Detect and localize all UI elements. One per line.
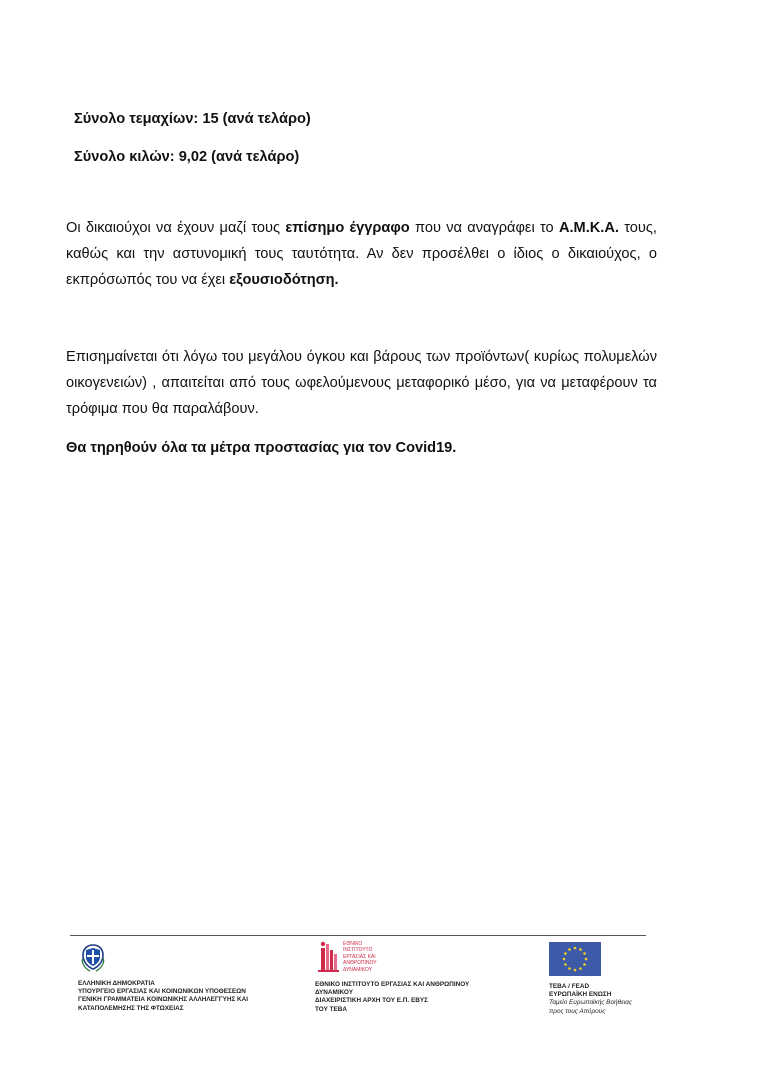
authorization-emphasis: εξουσιοδότηση.: [229, 272, 339, 288]
eu-star-icon: [579, 967, 582, 970]
eu-line-1: ΤΕΒΑ / FEAD: [549, 983, 590, 990]
institute-line-2: ΔΥΝΑΜΙΚΟΥ: [315, 989, 353, 997]
eu-star-icon: [564, 952, 567, 955]
greek-coat-of-arms-icon: [78, 942, 108, 974]
ministry-line-2: ΥΠΟΥΡΓΕΙΟ ΕΡΓΑΣΙΑΣ ΚΑΙ ΚΟΙΝΩΝΙΚΩΝ ΥΠΟΘΕΣΕΩΝ: [78, 988, 246, 996]
eu-line-3: Ταμείο Ευρωπαϊκής Βοήθειας: [549, 999, 632, 1007]
pieces-total: [74, 111, 311, 127]
covid-measures-paragraph: Θα τηρηθούν όλα τα μέτρα προστασίας για τον Covid19.: [66, 440, 457, 456]
eu-flag-icon: [549, 942, 601, 976]
institute-logo-text: ΕΘΝΙΚΟ ΙΝΣΤΙΤΟΥΤΟ ΕΡΓΑΣΙΑΣ ΚΑΙ ΑΝΘΡΩΠΙΝΟΥ ΔΥΝΑΜΙΚΟΥ: [343, 941, 377, 973]
eu-star-icon: [564, 963, 567, 966]
institute-line-1: ΕΘΝΙΚΟ ΙΝΣΤΙΤΟΥΤΟ ΕΡΓΑΣΙΑΣ ΚΑΙ ΑΝΘΡΩΠΙΝΟΥ: [315, 981, 470, 988]
ministry-line-4: ΚΑΤΑΠΟΛΕΜΗΣΗΣ ΤΗΣ ΦΤΩΧΕΙΑΣ: [78, 1004, 184, 1012]
pieces-label: Σύνολο τεμαχίων:: [74, 111, 199, 127]
eu-star-icon: [585, 958, 588, 961]
official-document-emphasis: επίσημο έγγραφο: [285, 220, 410, 236]
transport-paragraph: Επισημαίνεται ότι λόγω του μεγάλου όγκου και βάρους των προϊόντων( κυρίως πολυμελών οικογενειών) , απαιτείται από τους ωφελούμενους μεταφορικό μέσο, για να μεταφέρουν τα τρόφιμα που θα παραλάβουν.: [66, 349, 657, 417]
ministry-line-3: ΓΕΝΙΚΗ ΓΡΑΜΜΑΤΕΙΑ ΚΟΙΝΩΝΙΚΗΣ ΑΛΛΗΛΕΓΓΥΗΣ ΚΑΙ: [78, 996, 249, 1004]
institute-logo-icon: [315, 940, 341, 974]
amka-emphasis: Α.Μ.Κ.Α.: [558, 220, 619, 236]
eu-star-icon: [568, 967, 571, 970]
eu-star-icon: [574, 947, 577, 950]
eu-star-icon: [579, 948, 582, 951]
ministry-line-1: ΕΛΛΗΝΙΚΗ ΔΗΜΟΚΡΑΤΙΑ: [78, 980, 155, 987]
eu-star-icon: [574, 969, 577, 972]
institute-line-3: ΔΙΑΧΕΙΡΙΣΤΙΚΗ ΑΡΧΗ ΤΟΥ Ε.Π. ΕΒΥΣ: [315, 997, 428, 1005]
para1-text-1: Οι δικαιούχοι να έχουν μαζί τους: [66, 220, 286, 236]
para1-text-3: τους, καθώς και την αστυνομική τους ταυτότητα. Αν δεν προσέλθει ο ίδιος ο δικαιούχος, ο εκπρόσωπός του να έχει: [66, 220, 657, 288]
para1-text-2: που να αναγράφει το: [409, 220, 559, 236]
kilos-value: 9,02 (ανά τελάρο): [178, 149, 300, 165]
eu-star-icon: [568, 948, 571, 951]
eu-star-icon: [583, 963, 586, 966]
eu-line-4: προς τους Απόρους: [549, 1007, 606, 1015]
eu-fund-info: [549, 983, 632, 1016]
kilos-total: [74, 149, 299, 165]
institute-line-4: ΤΟΥ ΤΕΒΑ: [315, 1005, 348, 1013]
footer-divider: [70, 935, 646, 936]
eu-star-icon: [583, 952, 586, 955]
pieces-value: 15 (ανά τελάρο): [202, 111, 311, 127]
institute-info: [315, 981, 469, 1014]
eu-star-icon: [563, 958, 566, 961]
ministry-info: [78, 980, 248, 1013]
eu-line-2: ΕΥΡΩΠΑΪΚΗ ΕΝΩΣΗ: [549, 991, 612, 999]
documents-paragraph: [66, 215, 657, 293]
kilos-label: Σύνολο κιλών:: [74, 149, 175, 165]
